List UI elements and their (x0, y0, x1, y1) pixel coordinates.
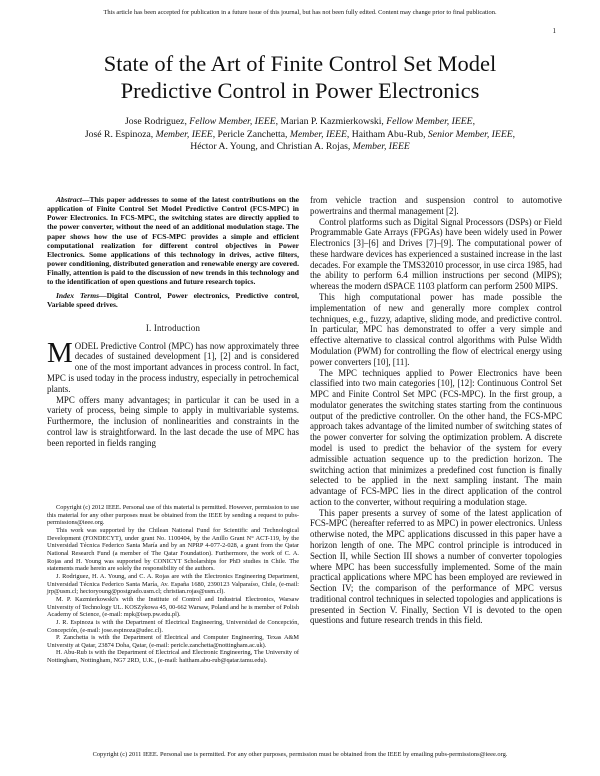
author-list (40, 116, 560, 154)
section-heading-introduction: I. Introduction (145, 322, 201, 333)
body-paragraph: from vehicle traction and suspension control to automotive powertrains and thermal management [2]. (310, 195, 562, 216)
paper-title (40, 50, 560, 104)
left-column (47, 195, 299, 448)
footnote-affiliation: J. R. Espinoza is with the Department of Electrical Engineering, Universidad de Concepción, Concepción, (e-mail: jose.espinoza@udec.cl). (47, 618, 299, 634)
copyright-footer: Copyright (c) 2011 IEEE. Personal use is permitted. For any other purposes, permission must be obtained from the IEEE by emailing pubs-permissions@ieee.org. (92, 751, 508, 758)
author-line-3 (40, 141, 560, 154)
footnote-affiliation: M. P. Kazmierkowski's with the Institute of Control and Industrial Electronics, Warsaw University of Technology UL. KOSZykowa 45, 00-662 Warsaw, Poland and he is member of Polish Academy of Science, (e-mail: mpk@isep.pw.edu.pl). (47, 595, 299, 619)
footnote-copyright: Copyright (c) 2012 IEEE. Personal use of this material is permitted. However, permission to use this material for any other purposes must be obtained from the IEEE by sending a request to pubs-permissions@ieee.org. (47, 504, 299, 527)
intro-paragraph-1-text: ODEL Predictive Control (MPC) has now approximately three decades of sustained development [1], [2] and is considered one of the most important advances in process control. In fact, MPC is used today in the process industry, especially in petrochemical plants. (47, 340, 299, 394)
footnote-affiliation: P. Zanchetta is with the Department of Electrical and Computer Engineering, Texas A&M University at Qatar, 23874 Doha, Qatar, (e-mail: pericle.zanchetta@nottingham.ac.uk). (47, 634, 299, 649)
author-line-2 (40, 129, 560, 142)
index-terms-body: —Digital Control, Power electronics, Predictive control, Variable speed drives. (47, 290, 299, 309)
author-sep: , (346, 128, 352, 140)
author-role: Member, IEEE (352, 141, 410, 152)
author-name: Héctor A. Young, and Christian A. Rojas, (190, 141, 353, 152)
body-paragraph: Control platforms such as Digital Signal Processors (DSPs) or Field Programmable Gate Arrays (FPGAs) have been widely used in Power Electronics [3]–[6] and Drives [7]–[9]. The computational power of these hardware devices has experienced a sustained increase in the last decades. For example the TMS32010 processor, in use circa 1985, had the ability to perform 6.4 million instructions per second (MIPS); whereas the modern dSPACE 1103 platform can perform 2500 MIPS. (310, 216, 562, 292)
abstract-body: —This paper addresses to some of the latest contributions on the application of Finite Control Set Model Predictive Control (FCS-MPC) in Power Electronics. In FCS-MPC, the switching states are directly applied to the power converter, without the need of an additional modulation stage. The paper shows how the use of FCS-MPC provides a simple and efficient computational realization for different control objectives in Power Electronics. Some applications of this technology in drives, active filters, power conditioning, distributed generation and renewable energy are covered. Finally, attention is paid to the discussion of new trends in this technology and to the identification of open questions and future research topics. (47, 195, 299, 287)
author-role: Member, IEEE (155, 128, 213, 140)
author-sep: , (472, 116, 476, 127)
page-number: 1 (552, 27, 556, 35)
author-role: Fellow Member, IEEE (386, 116, 473, 127)
author-name: Jose Rodriguez, (124, 116, 190, 127)
author-role: Senior Member, IEEE (427, 128, 513, 140)
body-paragraph: The MPC techniques applied to Power Electronics have been classified into two main categories [10], [12]: Continuous Control Set MPC and Finite Control Set MPC (FCS-MPC). In the first group, a modulator generates the switching states starting from the continuous output of the predictive controller. On the other hand, the FCS-MPC approach takes advantage of the limited number of switching states of the power converter for solving the optimization problem. A discrete model is used to predict the behavior of the system for every admissible actuation sequence up to the prediction horizon. The switching action that minimizes a predefined cost function is finally selected to be applied in the next sampling instant. The main advantage of FCS-MPC lies in the direct application of the control action to the converter, without requiring a modulation stage. (310, 367, 562, 507)
footnote-funding: This work was supported by the Chilean National Fund for Scientific and Technological Development (FONDECYT), under grant No. 1100404, by the Anillo Grant N° ACT-119, by the Universidad Técnica Federico Santa María and by an NPRP 4-077-2-028, a grant from the Qatar National Research Fund (a member of The Qatar Foundation). Furthermore, the work of C. A. Rojas and H. Young was supported by CONICYT Scholarships for PhD studies in Chile. The statements made herein are solely the responsibility of the authors. (47, 526, 299, 573)
author-sep: , (275, 116, 281, 127)
footnote-affiliation: H. Abu-Rub is with the Department of Electrical and Electronic Engineering, The University of Nottingham, Nottingham, NG7 2RD, U.K., (e-mail: haitham.abu-rub@qatar.tamu.edu). (47, 649, 299, 665)
title-line-2: Predictive Control in Power Electronics (120, 78, 480, 103)
author-line-1 (40, 116, 560, 129)
abstract-text (47, 195, 299, 287)
body-paragraph: This paper presents a survey of some of the latest application of FCS-MPC (hereafter referred to as MPC) in power electronics. Unless otherwise noted, the MPC applications discussed in this paper have a horizon length of one. The MPC control principle is introduced in Section II, while Section III shows a number of converter topologies where MPC has been successfully implemented. Some of the main practical applications where MPC has been employed are reviewed in Section IV; the comparison of the performance of MPC versus traditional control techniques in selected topologies and applications is presented in Section V. Finally, Section VI is devoted to the open questions and future research trends in this field. (310, 507, 562, 626)
author-sep: , (212, 128, 218, 140)
drop-cap: M (47, 336, 73, 369)
intro-paragraph-1 (47, 336, 299, 395)
publication-notice: This article has been accepted for publication in a future issue of this journal, but has not been fully edited. Content may change prior to final publication. (103, 9, 497, 16)
author-name: Haitham Abu-Rub, (351, 128, 428, 140)
index-terms (47, 291, 299, 309)
author-name: Pericle Zanchetta, (217, 128, 290, 140)
title-line-1: State of the Art of Finite Control Set Model (103, 51, 497, 76)
footnotes (47, 504, 299, 665)
author-name: José R. Espinoza, (84, 128, 156, 140)
footnote-affiliation: J. Rodriguez, H. A. Young, and C. A. Rojas are with the Electronics Engineering Department, Universidad Técnica Federico Santa María, Av. España 1680, 2390123 Valparaíso, Chile, (e-mail: jrp@usm.cl; hectoryoung@postgrado.usm.cl; christian.rojas@usm.cl). (47, 572, 299, 596)
right-column (310, 195, 562, 626)
author-role: Member, IEEE (289, 128, 347, 140)
body-paragraph: This high computational power has made possible the implementation of new and generally more complex control techniques, e.g., fuzzy, adaptive, sliding mode, and predictive control. In particular, MPC has demonstrated to offer a very simple and effective alternative to classical control algorithms with Pulse Width Modulation (PWM) for controlling the flow of electrical energy using power converters [10], [11]. (310, 292, 562, 367)
abstract (47, 195, 299, 309)
intro-paragraph-2: MPC offers many advantages; in particular it can be used in a variety of process, being simple to apply in multivariable systems. Furthermore, the inclusion of nonlinearities and constraints in the control law is straightforward. In the last decade the use of MPC has been reported in fields ranging (47, 394, 299, 448)
author-sep: , (512, 128, 516, 140)
author-name: Marian P. Kazmierkowski, (280, 116, 387, 127)
author-role: Fellow Member, IEEE (189, 116, 276, 127)
index-terms-lead: Index Terms (56, 290, 100, 300)
abstract-lead: Abstract (56, 195, 82, 204)
